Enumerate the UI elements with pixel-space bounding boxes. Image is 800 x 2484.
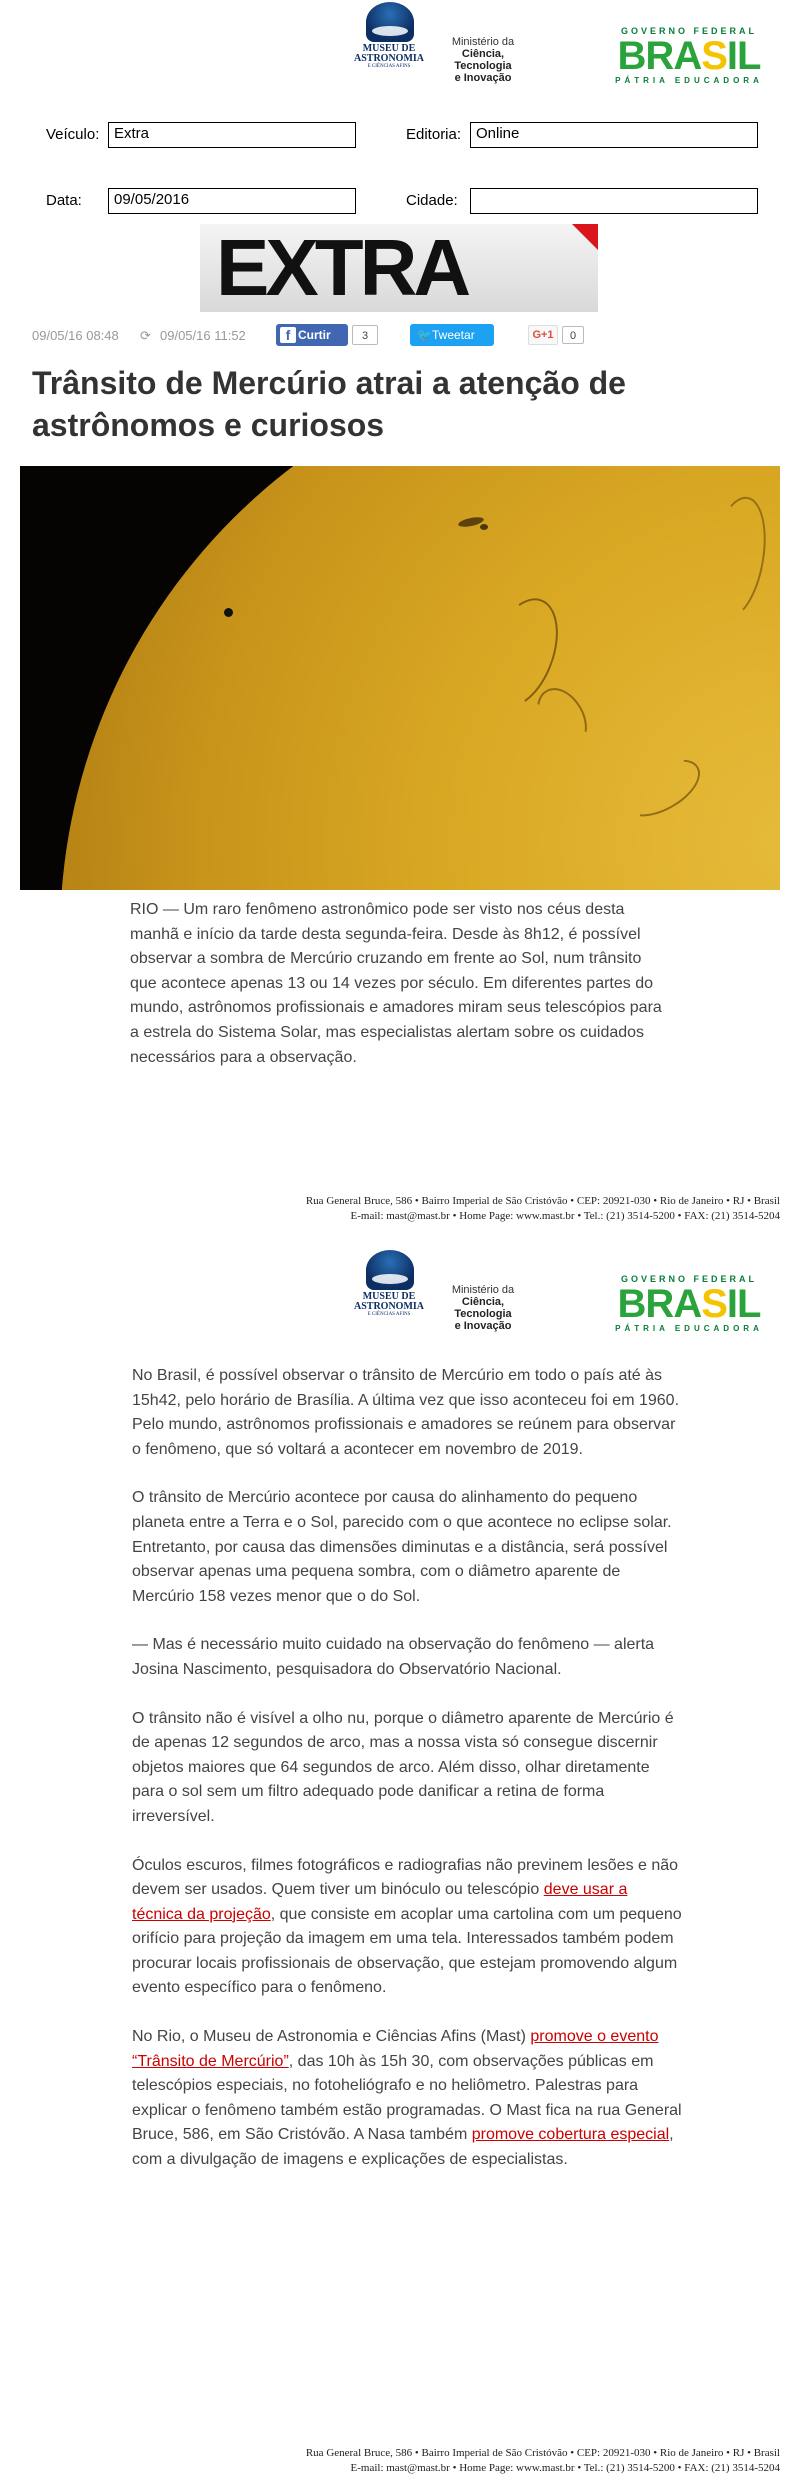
ministry-line1: Ministério da (451, 36, 515, 48)
footer-address: Rua General Bruce, 586 • Bairro Imperial de São Cristóvão • CEP: 20921-030 • Rio de Janeiro • RJ • Brasil (305, 2447, 780, 2459)
sun-disk (60, 466, 780, 890)
sync-icon: ⟳ (140, 328, 151, 343)
gov-bottom-text: PÁTRIA EDUCADORA (615, 76, 763, 85)
sunspot (480, 524, 488, 530)
article-body (132, 1364, 682, 2197)
paragraph-evento-rio: No Rio, o Museu de Astronomia e Ciências Afins (Mast) promove o evento “Trânsito de Mercúrio”, das 10h às 15h 30, com observações públicas em telescópios especiais, no fotoheliógrafo e no heliômetro. Palestras para explicar o fenômeno também estão programadas. O Mast fica na rua General Bruce, 586, em São Cristóvão. A Nasa também promove cobertura especial, com a divulgação de imagens e explicações de especialistas. (132, 2028, 682, 2169)
link-tecnica-projecao[interactable]: deve usar a técnica da projeção (132, 1881, 628, 1923)
paragraph-alinhamento: O trânsito de Mercúrio acontece por causa do alinhamento do pequeno planeta entre a Terra e o Sol, parecido com o que acontece no eclipse solar. Entretanto, por causa das dimensões diminutas e a distância, será possível observar apenas uma pequena sombra, com o diâmetro aparente de Mercúrio 158 vezes menor que o do Sol. (132, 1489, 672, 1605)
google-plus-count: 0 (562, 326, 584, 344)
governo-federal-logo (596, 26, 782, 86)
facebook-like-count: 3 (352, 325, 378, 345)
link-cobertura-especial[interactable]: promove cobertura especial (471, 2126, 670, 2144)
data-field[interactable]: 09/05/2016 (108, 188, 356, 214)
data-label: Data: (46, 192, 82, 209)
ministry-logo (438, 1284, 528, 1332)
ministry-line2: Ciência, Tecnologia (454, 48, 512, 72)
editoria-label: Editoria: (406, 126, 462, 143)
cidade-field[interactable] (470, 188, 758, 214)
facebook-icon: f (280, 327, 296, 343)
veiculo-label: Veículo: (46, 126, 100, 143)
article-headline: Trânsito de Mercúrio atrai a atenção de astrônomos e curiosos (32, 365, 626, 443)
facebook-like-label: Curtir (298, 328, 331, 342)
paragraph-protecao: Óculos escuros, filmes fotográficos e radiografias não previnem lesões e não devem ser usados. Quem tiver um binóculo ou telescópio deve usar a técnica da projeção, que consiste em acoplar uma cartolina com um pequeno orifício para projeção da imagem em uma tela. Interessados também podem procurar locais profissionais de observação, que estejam promovendo algum evento específico para o fenômeno. (132, 1856, 682, 1997)
footer-contact: E-mail: mast@mast.br • Home Page: www.mast.br • Tel.: (21) 3514-5200 • FAX: (21) 3514-5204 (350, 1210, 780, 1222)
paragraph-visibilidade: O trânsito não é visível a olho nu, porque o diâmetro aparente de Mercúrio é de apenas 12 segundos de arco, mas a nossa vista só consegue discernir objetos maiores que 64 segundos de arco. Além disso, olhar diretamente para o sol sem um filtro adequado pode danificar a retina de forma irreversível. (132, 1709, 674, 1825)
facebook-like-button[interactable] (276, 324, 348, 346)
observatory-dome-icon (366, 2, 414, 42)
mast-name: MUSEU DE ASTRONOMIA (353, 43, 424, 64)
extra-corner-triangle (572, 224, 598, 250)
gov-top-text: GOVERNO FEDERAL (620, 26, 757, 36)
tweet-button[interactable] (410, 324, 494, 346)
article-lead-paragraph: RIO — Um raro fenômeno astronômico pode ser visto nos céus desta manhã e início da tarde desta segunda-feira. Desde às 8h12, é possível observar a sombra de Mercúrio cruzando em frente ao Sol, num trânsito que acontece apenas 13 ou 14 vezes por século. Em diferentes partes do mundo, astrônomos profissionais e amadores miram seus telescópios para a estrela do Sistema Solar, mas especialistas alertam sobre os cuidados necessários para a observação. (130, 901, 662, 1066)
veiculo-field[interactable]: Extra (108, 122, 356, 148)
footer-contact: E-mail: mast@mast.br • Home Page: www.mast.br • Tel.: (21) 3514-5200 • FAX: (21) 3514-5204 (350, 2462, 780, 2474)
observatory-dome-icon (366, 1250, 414, 1290)
ministry-line3: e Inovação (454, 72, 512, 84)
ministry-logo (438, 36, 528, 84)
governo-federal-logo (596, 1274, 782, 1334)
google-plus-button[interactable]: G+1 (528, 325, 558, 345)
cidade-label: Cidade: (406, 192, 458, 209)
editoria-field[interactable]: Online (470, 122, 758, 148)
mast-name: MUSEU DE ASTRONOMIA (353, 1291, 424, 1312)
link-evento-transito[interactable]: promove o evento “Trânsito de Mercúrio” (132, 2028, 659, 2070)
sun-transit-photo (20, 466, 780, 890)
paragraph-cuidado: — Mas é necessário muito cuidado na observação do fenômeno — alerta Josina Nascimento, pesquisadora do Observatório Nacional. (132, 1636, 655, 1678)
ministry-line1: Ministério da (451, 1284, 515, 1296)
page-footer (20, 2446, 780, 2476)
footer-address: Rua General Bruce, 586 • Bairro Imperial de São Cristóvão • CEP: 20921-030 • Rio de Janeiro • RJ • Brasil (305, 1195, 780, 1207)
gov-bottom-text: PÁTRIA EDUCADORA (615, 1324, 763, 1333)
extra-logo-text: EXTRA (216, 223, 468, 312)
ministry-line3: e Inovação (454, 1320, 512, 1332)
mast-logo (348, 2, 430, 78)
published-date: 09/05/16 08:48 (32, 328, 119, 343)
mast-subtitle: E CIÊNCIAS AFINS (367, 64, 411, 69)
paragraph-brasil: No Brasil, é possível observar o trânsito de Mercúrio em todo o país até às 15h42, pelo horário de Brasília. A última vez que isso aconteceu foi em 1960. Pelo mundo, astrônomos profissionais e amadores se reúnem para observar o fenômeno, que só voltará a acontecer em novembro de 2019. (132, 1367, 680, 1458)
page-footer (20, 1194, 780, 1224)
tweet-label: Tweetar (432, 328, 475, 342)
mast-subtitle: E CIÊNCIAS AFINS (367, 1312, 411, 1317)
mercury-shadow (224, 608, 233, 617)
mast-logo (348, 1250, 430, 1326)
gov-top-text: GOVERNO FEDERAL (620, 1274, 757, 1284)
updated-date: 09/05/16 11:52 (160, 328, 246, 343)
extra-logo (200, 224, 598, 312)
twitter-bird-icon: 🐦 (417, 328, 432, 342)
brasil-word: BRASIL (617, 1282, 761, 1326)
brasil-word: BRASIL (617, 34, 761, 78)
ministry-line2: Ciência, Tecnologia (454, 1296, 512, 1320)
